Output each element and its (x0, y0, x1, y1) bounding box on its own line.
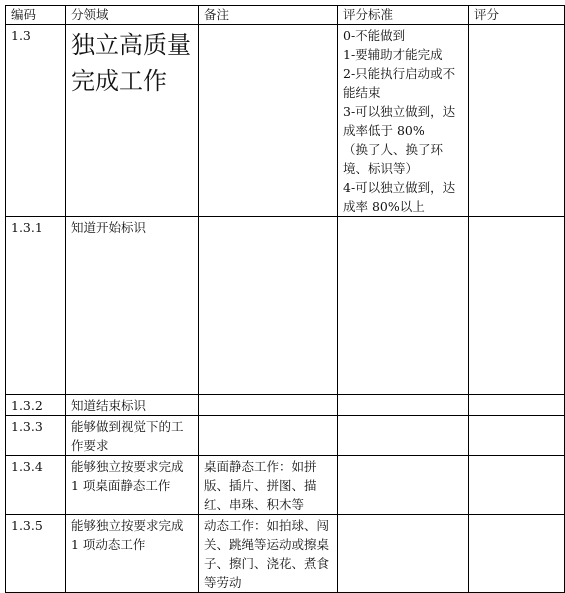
row-notes (199, 395, 338, 416)
row-score (469, 25, 565, 217)
row-score (469, 395, 565, 416)
header-criteria: 评分标准 (338, 6, 469, 25)
row-domain: 知道开始标识 (66, 217, 199, 395)
row-score (469, 456, 565, 515)
row-criteria: 0-不能做到 1-要辅助才能完成 2-只能执行启动或不能结束 3-可以独立做到，达成率低于 80% （换了人、换了环境、标识等） 4-可以独立做到，达成率 80%以上 (338, 25, 469, 217)
header-domain: 分领域 (66, 6, 199, 25)
row-notes (199, 25, 338, 217)
row-domain: 知道结束标识 (66, 395, 199, 416)
row-code: 1.3.4 (6, 456, 66, 515)
table-row (6, 25, 565, 217)
row-code: 1.3.1 (6, 217, 66, 395)
row-domain: 能够独立按要求完成 1 项桌面静态工作 (66, 456, 199, 515)
assessment-table (5, 5, 565, 593)
row-criteria (338, 515, 469, 593)
table-row (6, 515, 565, 593)
row-domain: 能够做到视觉下的工作要求 (66, 416, 199, 456)
row-notes (199, 416, 338, 456)
header-row (6, 6, 565, 25)
table-row (6, 217, 565, 395)
row-criteria (338, 217, 469, 395)
table-row (6, 395, 565, 416)
row-notes: 动态工作：如拍球、闯关、跳绳等运动或擦桌子、擦门、浇花、煮食等劳动 (199, 515, 338, 593)
row-criteria (338, 456, 469, 515)
header-code: 编码 (6, 6, 66, 25)
table-row (6, 456, 565, 515)
row-notes: 桌面静态工作：如拼版、插片、拼图、描红、串珠、积木等 (199, 456, 338, 515)
header-score: 评分 (469, 6, 565, 25)
row-code: 1.3 (6, 25, 66, 217)
row-notes (199, 217, 338, 395)
row-criteria (338, 416, 469, 456)
row-score (469, 217, 565, 395)
header-notes: 备注 (199, 6, 338, 25)
row-code: 1.3.2 (6, 395, 66, 416)
row-domain: 能够独立按要求完成 1 项动态工作 (66, 515, 199, 593)
row-score (469, 416, 565, 456)
row-code: 1.3.5 (6, 515, 66, 593)
row-domain-heading: 独立高质量完成工作 (66, 25, 199, 217)
row-criteria (338, 395, 469, 416)
row-code: 1.3.3 (6, 416, 66, 456)
table-row (6, 416, 565, 456)
row-score (469, 515, 565, 593)
